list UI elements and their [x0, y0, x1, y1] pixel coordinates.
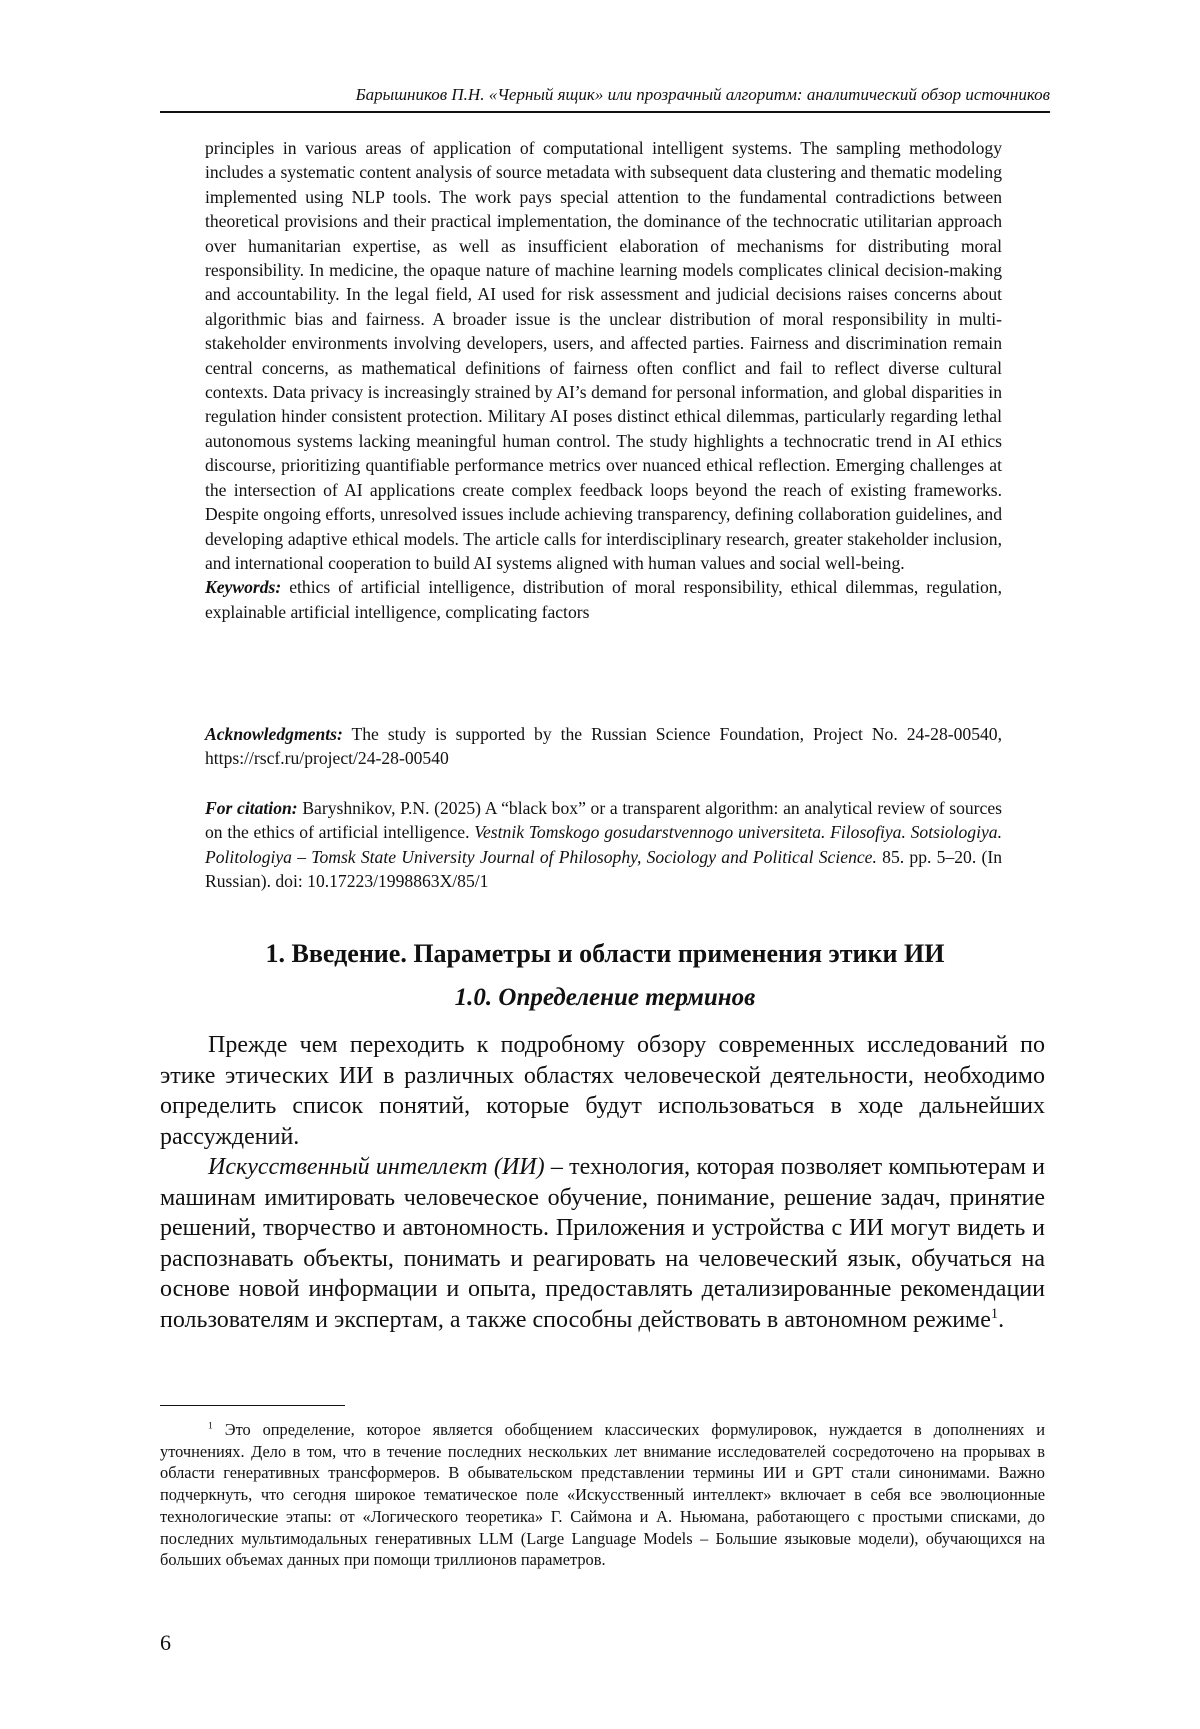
footnote-text: Это определение, которое является обобщением классических формулировок, нуждается в дополнениях и уточнениях. Дело в том, что в течение последних нескольких лет внимание исследователей сосредоточено на прорывах в области генеративных трансформеров. В обывательском представлении термины ИИ и GPT стали синонимами. Важно подчеркнуть, что сегодня широкое тематическое поле «Искусственный интеллект» включает в себя все эволюционные технологические этапы: от «Логического теоретика» Г. Саймона и А. Ньюмана, работающего с простыми списками, до последних мультимодальных генеративных LLM (Large Language Models – Большие языковые модели), обучающихся на больших объемах данных при помощи триллионов параметров. — [160, 1420, 1045, 1570]
definition-text: – технология, которая позволяет компьютерам и машинам имитировать человеческое обучение, понимание, решение задач, принятие решений, творчество и автономность. Приложения и устройства с ИИ могут видеть и распознавать объекты, понимать и реагировать на человеческий язык, обучаться на основе новой информации и опыта, предоставлять детализированные рекомендации пользователям и экспертам, а также способны действовать в автономном режиме — [160, 1154, 1046, 1333]
citation-journal: Vestnik Tomskogo gosudarstvennogo universiteta. Filosofiya. Sotsiologiya. Politologiya – Tomsk State University Journal of Philosophy, Sociology and Political Science. — [205, 822, 1002, 867]
footnote-ref[interactable]: 1 — [990, 1305, 999, 1322]
running-head: Барышников П.Н. «Черный ящик» или прозрачный алгоритм: аналитический обзор источников — [355, 85, 1050, 104]
header-rule — [160, 111, 1050, 113]
body-text — [160, 1030, 1045, 1335]
footnote-rule — [160, 1405, 345, 1406]
keywords-label: Keywords: — [205, 577, 282, 598]
footnote — [160, 1419, 1045, 1571]
footnote-paragraph — [160, 1419, 1045, 1571]
acknowledgments — [205, 722, 1002, 771]
section-title: 1. Введение. Параметры и области применения этики ИИ — [265, 939, 945, 968]
abstract-text: principles in various areas of application of computational intelligent systems. The sampling methodology includes a systematic content analysis of source metadata with subsequent data clustering and thematic modeling implemented using NLP tools. The work pays special attention to the fundamental contradictions between theoretical provisions and their practical implementation, the dominance of the technocratic utilitarian approach over humanitarian expertise, as well as insufficient elaboration of mechanisms for distributing moral responsibility. In medicine, the opaque nature of machine learning models complicates clinical decision-making and accountability. In the legal field, AI used for risk assessment and judicial decisions raises concerns about algorithmic bias and fairness. A broader issue is the unclear distribution of moral responsibility in multi-stakeholder environments involving developers, users, and affected parties. Fairness and discrimination remain central concerns, as mathematical definitions of fairness often conflict and fail to reflect diverse cultural contexts. Data privacy is increasingly strained by AI’s demand for personal information, and global disparities in regulation hinder consistent protection. Military AI poses distinct ethical dilemmas, particularly regarding lethal autonomous systems lacking meaningful human control. The study highlights a technocratic trend in AI ethics discourse, prioritizing quantifiable performance metrics over nuanced ethical reflection. Emerging challenges at the intersection of AI applications create complex feedback loops beyond the reach of existing frameworks. Despite ongoing efforts, unresolved issues include achieving transparency, defining collaboration guidelines, and developing adaptive ethical models. The article calls for interdisciplinary research, greater stakeholder inclusion, and international cooperation to build AI systems aligned with human values and social well-being. — [205, 138, 1002, 573]
citation-text: Baryshnikov, P.N. (2025) A “black box” or a transparent algorithm: an analytical review of sources on the ethics of artificial intelligence. — [205, 798, 1002, 843]
acknowledgments-text: The study is supported by the Russian Science Foundation, Project No. 24-28-00540, https://rscf.ru/project/24-28-00540 — [205, 724, 1002, 769]
footnote-marker: 1 — [208, 1420, 213, 1432]
definition-end: . — [998, 1306, 1005, 1333]
citation-details: 85. pp. 5–20. (In Russian). doi: 10.17223/1998863X/85/1 — [205, 846, 1003, 892]
paragraph-definition — [160, 1152, 1045, 1335]
keywords — [205, 575, 1002, 624]
term-ai: Искусственный интеллект (ИИ) — [208, 1154, 545, 1180]
subsection-title: 1.0. Определение терминов — [454, 984, 756, 1011]
citation — [205, 796, 1002, 894]
abstract — [205, 136, 1002, 624]
paragraph-intro: Прежде чем переходить к подробному обзору современных исследований по этике этических ИИ в различных областях человеческой деятельности, необходимо определить список понятий, которые будут использоваться в ходе дальнейших рассуждений. — [160, 1032, 1045, 1150]
page-number: 6 — [160, 1630, 171, 1655]
keywords-text: ethics of artificial intelligence, distribution of moral responsibility, ethical dilemmas, regulation, explainable artificial intelligence, complicating factors — [205, 577, 1003, 622]
citation-label: For citation: — [205, 798, 298, 818]
acknowledgments-label: Acknowledgments: — [205, 724, 343, 744]
